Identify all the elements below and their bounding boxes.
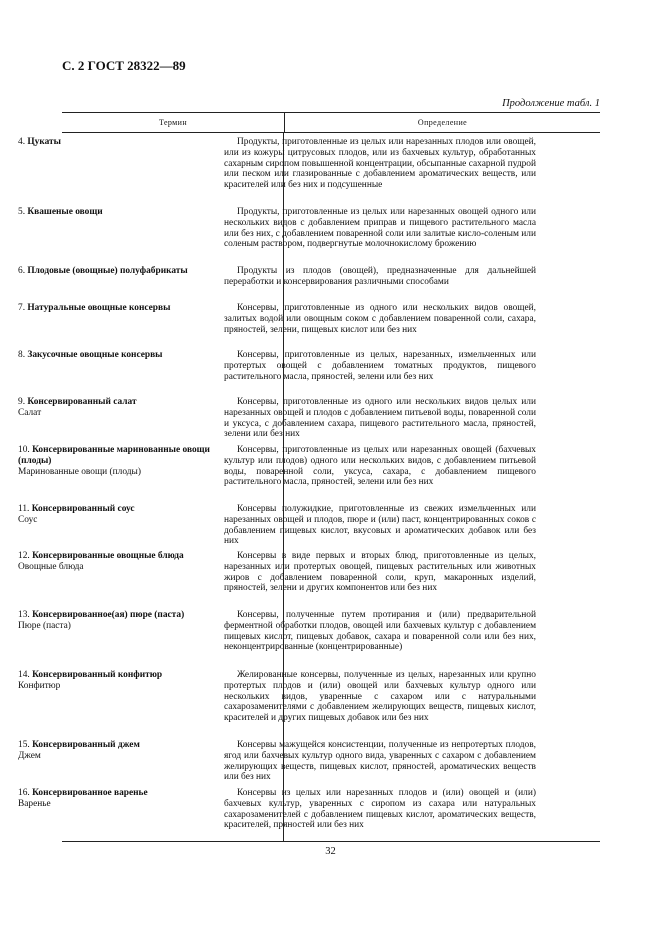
column-header-term: Термин: [62, 113, 285, 132]
term-name: Консервированный салат: [27, 397, 137, 407]
table-header-row: [62, 113, 600, 133]
term-name: Консервированный конфитюр: [32, 670, 163, 680]
table-row-definition: Консервы, приготовленные из целых, нарезанных, измельченных или протертых овощей с добавлением томатных продуктов, пищевого растительного масла, пряностей, зелени или без них: [224, 350, 536, 382]
table-row-definition: Продукты, приготовленные из целых или нарезанных овощей одного или нескольких видов с добавлением приправ и пищевого растительного масла или без них, с добавлением поваренной соли или залитые кисло-соленым или соленым раствором, подвергнутые молочнокислому брожению: [224, 207, 536, 250]
table-row-term: 8. Закусочные овощные консервы: [18, 350, 163, 360]
table-row-definition: Продукты из плодов (овощей), предназначенные для дальнейшей переработки и консервирования различными способами: [224, 266, 536, 287]
term-synonym: Салат: [18, 407, 42, 418]
table-row-term: 13. Консервированное(ая) пюре (паста) Пюре (паста): [18, 610, 220, 632]
term-name: Натуральные овощные консервы: [27, 303, 171, 313]
term-synonym: Варенье: [18, 798, 51, 809]
table-row-definition: Желированные консервы, полученные из целых, нарезанных или крупно протертых плодов и (или) овощей или бахчевых культур одного или нескольких видов, уваренные с сахаром или с натуральными сахарозаменителями с добавлением желирующих веществ, пищевых кислот, красителей и других пищевых добавок или без них: [224, 670, 536, 724]
document-header: С. 2 ГОСТ 28322—89: [62, 58, 186, 73]
table-row-definition: Консервы, приготовленные из одного или нескольких видов овощей, залитых водой или овощным соком с добавлением поваренной соли, сахара, пряностей, зелени, пищевых кислот или без них: [224, 303, 536, 335]
table-row-definition: Консервы из целых или нарезанных плодов и (или) овощей и (или) бахчевых культур, уваренных с сиропом из сахара или натуральных сахарозаменителей с добавлением пищевых кислот, ароматических веществ, красителей, пряностей или без них: [224, 788, 536, 831]
page-number: 32: [325, 846, 336, 857]
table-row-definition: Консервы, приготовленные из одного или нескольких видов целых или нарезанных овощей и плодов с добавлением питьевой воды, поваренной соли и уксуса, с добавлением сахара, пищевого растительного масла, пряностей, зелени или без них: [224, 397, 536, 440]
column-header-definition: Определение: [417, 118, 468, 127]
term-name: Квашеные овощи: [27, 207, 103, 217]
term-synonym: Овощные блюда: [18, 561, 84, 572]
table-row-term: 7. Натуральные овощные консервы: [18, 303, 171, 313]
term-name: Закусочные овощные консервы: [27, 350, 163, 360]
table-row-term: 9. Консервированный салат Салат: [18, 397, 220, 419]
table-row-term: 10. Консервированные маринованные овощи (плоды) Маринованные овощи (плоды): [18, 445, 220, 477]
table-row-term: 15. Консервированный джем Джем: [18, 740, 220, 762]
term-synonym: Пюре (паста): [18, 620, 71, 631]
term-name: Консервированные маринованные овощи (плоды): [18, 445, 210, 466]
table-row-definition: Консервы в виде первых и вторых блюд, приготовленные из целых, нарезанных или протертых овощей, пищевых растительных или животных жиров с добавлением поваренной соли, круп, макаронных изделий, пряностей, зелени и других компонентов или без них: [224, 551, 536, 594]
term-name: Консервированное варенье: [32, 788, 148, 798]
table-row-term: 14. Консервированный конфитюр Конфитюр: [18, 670, 220, 692]
term-name: Консервированный джем: [32, 740, 140, 750]
table-row-definition: Консервы мажущейся консистенции, полученные из непротертых плодов, ягод или бахчевых культур одного вида, уваренных с сахаром с добавлением желирующих веществ, пищевых кислот, пряностей, ароматических веществ или без них: [224, 740, 536, 783]
table-row-definition: Консервы полужидкие, приготовленные из свежих измельченных или нарезанных овощей и плодов, пюре и (или) паст, концентрированных соков с добавлением пищевых кислот, вкусовых и ароматических добавок или без них: [224, 504, 536, 547]
term-name: Консервированные овощные блюда: [32, 551, 184, 561]
table-row-term: 4. Цукаты: [18, 137, 61, 147]
term-synonym: Джем: [18, 750, 41, 761]
table-row-term: 16. Консервированное варенье Варенье: [18, 788, 220, 810]
term-name: Консервированное(ая) пюре (паста): [32, 610, 185, 620]
table-row-term: 12. Консервированные овощные блюда Овощные блюда: [18, 551, 220, 573]
table-row-definition: Продукты, приготовленные из целых или нарезанных плодов или овощей, или из кожуры цитрусовых плодов, или из бахчевых культур, обработанных сахарным сиропом повышенной концентрации, обсыпанные сахарной пудрой или песком или глазированные с добавлением ароматических веществ, или красителей или без них и подсушенные: [224, 137, 536, 191]
table-row-definition: Консервы, полученные путем протирания и (или) предварительной ферментной обработки плодов, овощей или бахчевых культур с добавлением пищевых кислот, пищевых добавок, сахара и поваренной соли или без них, неконцентрированные (концентрированные): [224, 610, 536, 653]
term-name: Плодовые (овощные) полуфабрикаты: [27, 266, 188, 276]
term-name: Цукаты: [27, 137, 61, 147]
table-row-term: 11. Консервированный соус Соус: [18, 504, 220, 526]
table-continuation-note: Продолжение табл. 1: [502, 98, 600, 109]
table-row-definition: Консервы, приготовленные из целых или нарезанных овощей (бахчевых культур или плодов) одного или нескольких видов, с добавлением питьевой воды, поваренной соли, уксуса, сахара, с добавлением пищевого растительного масла, пряностей, зелени или без них: [224, 445, 536, 488]
table-row-term: 6. Плодовые (овощные) полуфабрикаты: [18, 266, 188, 276]
table-row-term: 5. Квашеные овощи: [18, 207, 103, 217]
term-name: Консервированный соус: [31, 504, 135, 514]
term-synonym: Маринованные овощи (плоды): [18, 466, 141, 477]
term-synonym: Конфитюр: [18, 680, 61, 691]
term-synonym: Соус: [18, 514, 38, 525]
